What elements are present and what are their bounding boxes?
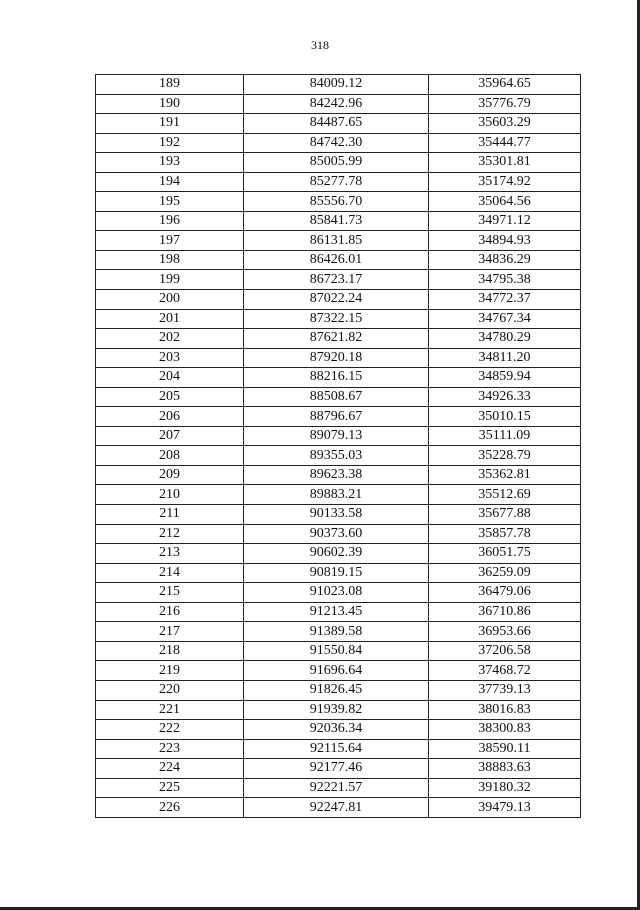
point-number-cell: 217 bbox=[96, 622, 244, 642]
y-value-cell: 34894.93 bbox=[429, 231, 581, 251]
table-row bbox=[96, 387, 581, 407]
y-value-cell: 35444.77 bbox=[429, 133, 581, 153]
point-number-cell: 196 bbox=[96, 211, 244, 231]
y-value-cell: 38300.83 bbox=[429, 720, 581, 740]
point-number-cell: 213 bbox=[96, 544, 244, 564]
y-value-cell: 37468.72 bbox=[429, 661, 581, 681]
table-row bbox=[96, 133, 581, 153]
y-value-cell: 34926.33 bbox=[429, 387, 581, 407]
point-number-cell: 212 bbox=[96, 524, 244, 544]
x-value-cell: 88216.15 bbox=[244, 368, 429, 388]
x-value-cell: 84242.96 bbox=[244, 94, 429, 114]
point-number-cell: 226 bbox=[96, 798, 244, 818]
point-number-cell: 224 bbox=[96, 759, 244, 779]
x-value-cell: 86426.01 bbox=[244, 250, 429, 270]
table-row bbox=[96, 329, 581, 349]
x-value-cell: 85556.70 bbox=[244, 192, 429, 212]
x-value-cell: 88508.67 bbox=[244, 387, 429, 407]
table-row bbox=[96, 524, 581, 544]
point-number-cell: 193 bbox=[96, 153, 244, 173]
x-value-cell: 92221.57 bbox=[244, 778, 429, 798]
x-value-cell: 89623.38 bbox=[244, 465, 429, 485]
table-row bbox=[96, 407, 581, 427]
point-number-cell: 199 bbox=[96, 270, 244, 290]
point-number-cell: 195 bbox=[96, 192, 244, 212]
point-number-cell: 218 bbox=[96, 641, 244, 661]
table-row bbox=[96, 153, 581, 173]
y-value-cell: 36710.86 bbox=[429, 602, 581, 622]
table-row bbox=[96, 602, 581, 622]
x-value-cell: 91826.45 bbox=[244, 680, 429, 700]
x-value-cell: 91550.84 bbox=[244, 641, 429, 661]
coordinate-table bbox=[95, 74, 581, 818]
x-value-cell: 91213.45 bbox=[244, 602, 429, 622]
point-number-cell: 206 bbox=[96, 407, 244, 427]
table-row bbox=[96, 114, 581, 134]
x-value-cell: 89355.03 bbox=[244, 446, 429, 466]
table-row bbox=[96, 446, 581, 466]
y-value-cell: 34859.94 bbox=[429, 368, 581, 388]
point-number-cell: 209 bbox=[96, 465, 244, 485]
table-row bbox=[96, 680, 581, 700]
table-row bbox=[96, 700, 581, 720]
y-value-cell: 35512.69 bbox=[429, 485, 581, 505]
table-row bbox=[96, 505, 581, 525]
table-row bbox=[96, 544, 581, 564]
y-value-cell: 34780.29 bbox=[429, 329, 581, 349]
table-row bbox=[96, 211, 581, 231]
table-row bbox=[96, 270, 581, 290]
y-value-cell: 35064.56 bbox=[429, 192, 581, 212]
table-row bbox=[96, 348, 581, 368]
table-row bbox=[96, 739, 581, 759]
y-value-cell: 35964.65 bbox=[429, 75, 581, 95]
point-number-cell: 219 bbox=[96, 661, 244, 681]
point-number-cell: 198 bbox=[96, 250, 244, 270]
x-value-cell: 87621.82 bbox=[244, 329, 429, 349]
table-row bbox=[96, 583, 581, 603]
y-value-cell: 35111.09 bbox=[429, 426, 581, 446]
table-row bbox=[96, 75, 581, 95]
x-value-cell: 86723.17 bbox=[244, 270, 429, 290]
y-value-cell: 35228.79 bbox=[429, 446, 581, 466]
point-number-cell: 205 bbox=[96, 387, 244, 407]
x-value-cell: 91023.08 bbox=[244, 583, 429, 603]
y-value-cell: 35603.29 bbox=[429, 114, 581, 134]
table-row bbox=[96, 661, 581, 681]
y-value-cell: 36259.09 bbox=[429, 563, 581, 583]
y-value-cell: 36479.06 bbox=[429, 583, 581, 603]
x-value-cell: 92247.81 bbox=[244, 798, 429, 818]
point-number-cell: 191 bbox=[96, 114, 244, 134]
y-value-cell: 35301.81 bbox=[429, 153, 581, 173]
x-value-cell: 92177.46 bbox=[244, 759, 429, 779]
y-value-cell: 36051.75 bbox=[429, 544, 581, 564]
point-number-cell: 197 bbox=[96, 231, 244, 251]
y-value-cell: 35174.92 bbox=[429, 172, 581, 192]
point-number-cell: 222 bbox=[96, 720, 244, 740]
table-row bbox=[96, 759, 581, 779]
table-row bbox=[96, 94, 581, 114]
x-value-cell: 89079.13 bbox=[244, 426, 429, 446]
x-value-cell: 87920.18 bbox=[244, 348, 429, 368]
table-row bbox=[96, 231, 581, 251]
table-row bbox=[96, 426, 581, 446]
point-number-cell: 189 bbox=[96, 75, 244, 95]
point-number-cell: 204 bbox=[96, 368, 244, 388]
x-value-cell: 84009.12 bbox=[244, 75, 429, 95]
x-value-cell: 91939.82 bbox=[244, 700, 429, 720]
y-value-cell: 34811.20 bbox=[429, 348, 581, 368]
table-row bbox=[96, 309, 581, 329]
point-number-cell: 216 bbox=[96, 602, 244, 622]
x-value-cell: 90133.58 bbox=[244, 505, 429, 525]
point-number-cell: 190 bbox=[96, 94, 244, 114]
y-value-cell: 35776.79 bbox=[429, 94, 581, 114]
x-value-cell: 87322.15 bbox=[244, 309, 429, 329]
point-number-cell: 223 bbox=[96, 739, 244, 759]
x-value-cell: 84742.30 bbox=[244, 133, 429, 153]
table-row bbox=[96, 720, 581, 740]
page-number: 318 bbox=[311, 38, 329, 52]
table-row bbox=[96, 368, 581, 388]
point-number-cell: 202 bbox=[96, 329, 244, 349]
point-number-cell: 201 bbox=[96, 309, 244, 329]
point-number-cell: 203 bbox=[96, 348, 244, 368]
point-number-cell: 225 bbox=[96, 778, 244, 798]
y-value-cell: 39479.13 bbox=[429, 798, 581, 818]
table-row bbox=[96, 465, 581, 485]
point-number-cell: 215 bbox=[96, 583, 244, 603]
table-row bbox=[96, 290, 581, 310]
x-value-cell: 88796.67 bbox=[244, 407, 429, 427]
y-value-cell: 35857.78 bbox=[429, 524, 581, 544]
y-value-cell: 37206.58 bbox=[429, 641, 581, 661]
y-value-cell: 38883.63 bbox=[429, 759, 581, 779]
point-number-cell: 214 bbox=[96, 563, 244, 583]
table-row bbox=[96, 563, 581, 583]
x-value-cell: 85277.78 bbox=[244, 172, 429, 192]
table-row bbox=[96, 250, 581, 270]
y-value-cell: 34836.29 bbox=[429, 250, 581, 270]
table-row bbox=[96, 485, 581, 505]
x-value-cell: 85841.73 bbox=[244, 211, 429, 231]
point-number-cell: 192 bbox=[96, 133, 244, 153]
point-number-cell: 220 bbox=[96, 680, 244, 700]
y-value-cell: 34772.37 bbox=[429, 290, 581, 310]
y-value-cell: 34767.34 bbox=[429, 309, 581, 329]
point-number-cell: 221 bbox=[96, 700, 244, 720]
point-number-cell: 210 bbox=[96, 485, 244, 505]
table-row bbox=[96, 798, 581, 818]
table-row bbox=[96, 641, 581, 661]
x-value-cell: 90819.15 bbox=[244, 563, 429, 583]
y-value-cell: 37739.13 bbox=[429, 680, 581, 700]
table-row bbox=[96, 172, 581, 192]
x-value-cell: 92036.34 bbox=[244, 720, 429, 740]
table-row bbox=[96, 622, 581, 642]
table-row bbox=[96, 778, 581, 798]
x-value-cell: 90602.39 bbox=[244, 544, 429, 564]
x-value-cell: 89883.21 bbox=[244, 485, 429, 505]
y-value-cell: 34795.38 bbox=[429, 270, 581, 290]
y-value-cell: 35362.81 bbox=[429, 465, 581, 485]
x-value-cell: 92115.64 bbox=[244, 739, 429, 759]
point-number-cell: 194 bbox=[96, 172, 244, 192]
x-value-cell: 85005.99 bbox=[244, 153, 429, 173]
y-value-cell: 38016.83 bbox=[429, 700, 581, 720]
x-value-cell: 84487.65 bbox=[244, 114, 429, 134]
point-number-cell: 208 bbox=[96, 446, 244, 466]
y-value-cell: 34971.12 bbox=[429, 211, 581, 231]
x-value-cell: 86131.85 bbox=[244, 231, 429, 251]
x-value-cell: 90373.60 bbox=[244, 524, 429, 544]
x-value-cell: 87022.24 bbox=[244, 290, 429, 310]
point-number-cell: 200 bbox=[96, 290, 244, 310]
y-value-cell: 39180.32 bbox=[429, 778, 581, 798]
point-number-cell: 211 bbox=[96, 505, 244, 525]
table-row bbox=[96, 192, 581, 212]
point-number-cell: 207 bbox=[96, 426, 244, 446]
y-value-cell: 35677.88 bbox=[429, 505, 581, 525]
y-value-cell: 38590.11 bbox=[429, 739, 581, 759]
table-body bbox=[96, 75, 581, 818]
y-value-cell: 35010.15 bbox=[429, 407, 581, 427]
x-value-cell: 91389.58 bbox=[244, 622, 429, 642]
x-value-cell: 91696.64 bbox=[244, 661, 429, 681]
y-value-cell: 36953.66 bbox=[429, 622, 581, 642]
